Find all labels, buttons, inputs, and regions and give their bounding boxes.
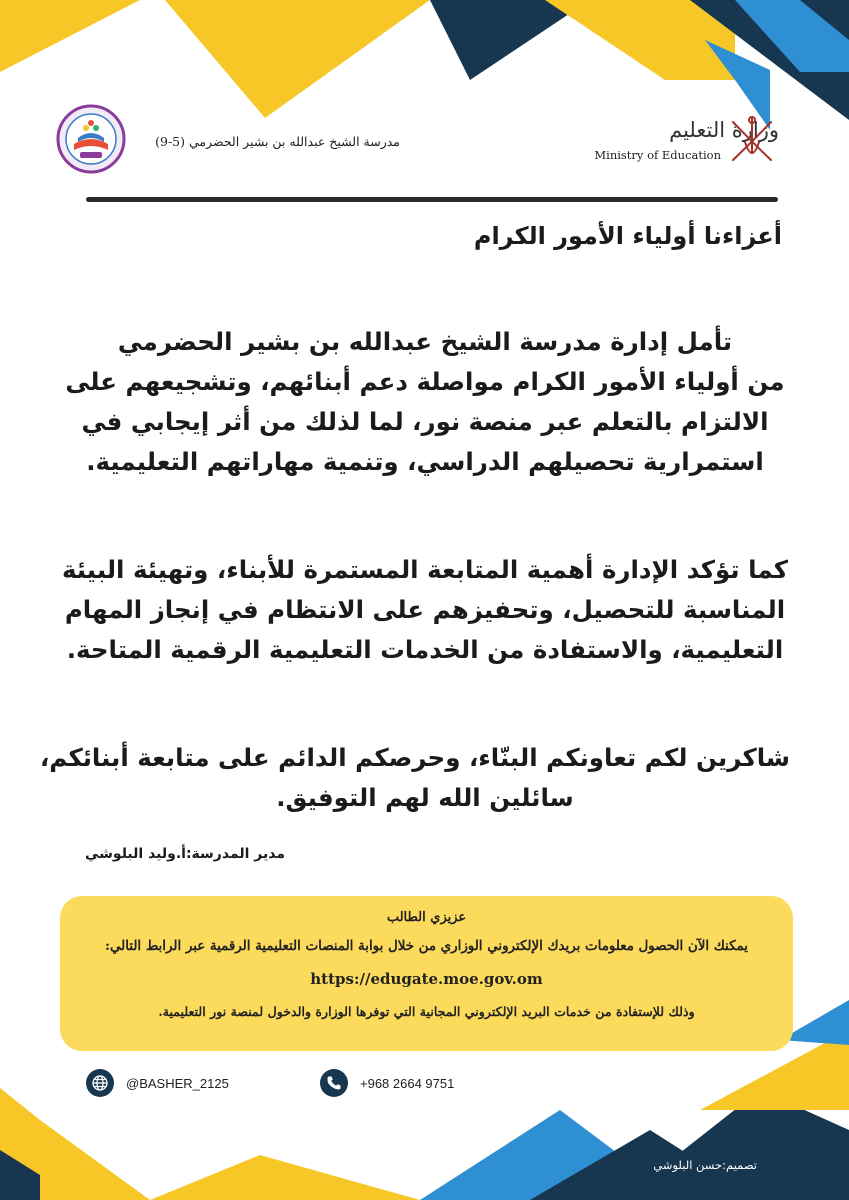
notice-title: عزيزي الطالب (386, 910, 467, 925)
notice-instruction: يمكنك الآن الحصول معلومات بريدك الإلكتروني الوزاري من خلال بوابة المنصات التعليمية الرقمية عبر الرابط التالي: (105, 938, 748, 954)
paragraph-2 (60, 550, 790, 670)
header-divider (86, 197, 778, 202)
phone-number: +968 2664 9751 (360, 1075, 455, 1091)
notice-url-link[interactable]: https://edugate.moe.gov.om (310, 970, 543, 988)
ministry-name-arabic: وزارة التعليم (669, 118, 779, 142)
paragraph-2-line: المناسبة للتحصيل، وتحفيزهم على الانتظام في إنجاز المهام (64, 595, 786, 624)
paragraph-1-line: الالتزام بالتعلم عبر منصة نور، لما لذلك من أثر إيجابي في (81, 407, 769, 436)
paragraph-3-line: سائلين الله لهم التوفيق. (276, 783, 574, 812)
paragraph-1 (60, 322, 790, 482)
greeting-heading: أعزاءنا أولياء الأمور الكرام (473, 222, 782, 250)
paragraph-1-line: تأمل إدارة مدرسة الشيخ عبدالله بن بشير الحضرمي (117, 327, 733, 356)
paragraph-2-line: التعليمية، والاستفادة من الخدمات التعليمية الرقمية المتاحة. (66, 635, 784, 664)
ministry-name-english: Ministry of Education (594, 148, 721, 162)
web-contact[interactable] (86, 1067, 229, 1099)
globe-icon (86, 1069, 114, 1097)
phone-contact[interactable] (320, 1067, 454, 1099)
notice-details: وذلك للإستفادة من خدمات البريد الإلكتروني المجانية التي توفرها الوزارة والدخول لمنصة نور التعليمية. (158, 1004, 695, 1019)
paragraph-3-line: شاكرين لكم تعاونكم البنّاء، وحرصكم الدائم على متابعة أبنائكم، (39, 743, 790, 772)
paragraph-2-line: كما تؤكد الإدارة أهمية المتابعة المستمرة للأبناء، وتهيئة البيئة (61, 555, 789, 584)
paragraph-1-line: من أولياء الأمور الكرام مواصلة دعم أبنائهم، وتشجيعهم على (65, 367, 785, 396)
principal-signature: مدير المدرسة:أ.وليد البلوشي (85, 846, 285, 862)
paragraph-3 (39, 738, 790, 818)
student-notice-box (60, 896, 793, 1051)
school-crest-icon (56, 104, 126, 174)
paragraph-1-line: استمرارية تحصيلهم الدراسي، وتنمية مهاراتهم التعليمية. (86, 447, 764, 476)
web-handle: @BASHER_2125 (126, 1075, 229, 1091)
designer-credit: تصميم:حسن البلوشي (653, 1158, 757, 1172)
phone-icon (320, 1069, 348, 1097)
school-name: مدرسة الشيخ عبدالله بن بشير الحضرمي (5-9) (155, 134, 400, 149)
oman-emblem-icon (723, 112, 781, 170)
